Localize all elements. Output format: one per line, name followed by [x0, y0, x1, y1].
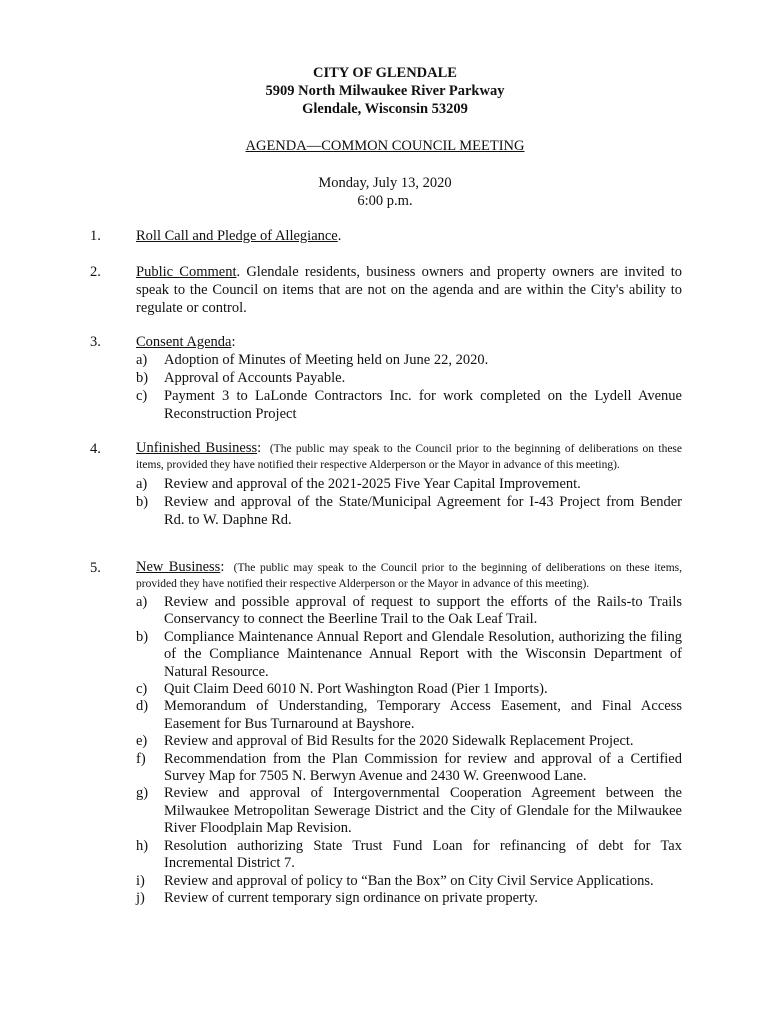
sub-item: e) Review and approval of Bid Results for the 2020 Sidewalk Replacement Project. — [136, 733, 634, 750]
city-state-zip: Glendale, Wisconsin 53209 — [302, 101, 468, 117]
public-note: (The public may speak to the Council prior to the beginning of deliberations on these items, provided they have notified their respective Alderperson or the Mayor in advance of this meeting). — [136, 443, 683, 471]
agenda-item-1 — [90, 227, 682, 245]
item-number: 3. — [90, 334, 101, 350]
meeting-datetime — [0, 174, 770, 210]
sub-item: b) Review and approval of the State/Municipal Agreement for I-43 Project from Bender Rd. to W. Daphne Rd. — [136, 494, 682, 528]
item-number: 5. — [90, 560, 101, 576]
sub-item: a) Review and approval of the 2021-2025 Five Year Capital Improvement. — [136, 476, 581, 492]
agenda-item-5: 5. New Business: (The public may speak to the Council prior to the beginning of deliberations on these items, provided they have notified their respective Alderperson or the Mayor in advance of this meeting). a) Review and possible approval of request to support the efforts of the Rails-to Trails Conservancy to connect the Beerline Trail to the Oak Leaf Trail. b) Compliance Maintenance Annual Report and Glendale Resolution, authorizing the filing of the Compliance Maintenance Annual Report with the Wisconsin Department of Natural Resource. c) Quit Claim Deed 6010 N. Port Washington Road (Pier 1 Imports). d) Memorandum of Understanding, Temporary Access Easement, and Final Access Easement for Bus Turnaround at Bayshore. e) Review and approval of Bid Results for the 2020 Sidewalk Replacement Project. f) Recommendation from the Plan Commission for review and approval of a Certified Survey Map for 7505 N. Berwyn Avenue and 2430 W. Greenwood Lane. g) Review and approval of Intergovernmental Cooperation Agreement between the Milwaukee Metropolitan Sewerage District and the City of Glendale for the Milwaukee River Floodplain Map Revision. h) Resolution authorizing State Trust Fund Loan for refinancing of debt for Tax Incremental District 7. i) Review and approval of policy to “Ban the Box” on City Civil Service Applications. j) Review of current temporary sign ordinance on private property. — [90, 559, 683, 906]
agenda-item-4: 4. Unfinished Business: (The public may speak to the Council prior to the beginning of deliberations on these items, provided they have notified their respective Alderperson or the Mayor in advance of this meeting). a) Review and approval of the 2021-2025 Five Year Capital Improvement. b) Review and approval of the State/Municipal Agreement for I-43 Project from Bender Rd. to W. Daphne Rd. — [90, 440, 683, 528]
sub-item: c) Payment 3 to LaLonde Contractors Inc. for work completed on the Lydell Avenue Reconstruction Project — [136, 388, 682, 422]
sub-item: f) Recommendation from the Plan Commission for review and approval of a Certified Survey Map for 7505 N. Berwyn Avenue and 2430 W. Greenwood Lane. — [136, 750, 682, 785]
sub-item: c) Quit Claim Deed 6010 N. Port Washington Road (Pier 1 Imports). — [136, 681, 548, 698]
item-number: 2. — [90, 264, 101, 280]
item-title: New Business — [136, 559, 221, 575]
sub-item: g) Review and approval of Intergovernmental Cooperation Agreement between the Milwaukee Metropolitan Sewerage District and the City of Glendale for the Milwaukee River Floodplain Map Revision. — [136, 785, 682, 837]
public-note: (The public may speak to the Council prior to the beginning of deliberations on these items, provided they have notified their respective Alderperson or the Mayor in advance of this meeting). — [136, 562, 683, 590]
sub-item: b) Approval of Accounts Payable. — [136, 370, 346, 386]
item-punct: : — [231, 334, 236, 350]
letterhead — [0, 64, 770, 118]
street-address: 5909 North Milwaukee River Parkway — [265, 83, 505, 99]
sub-item: j) Review of current temporary sign ordinance on private property. — [136, 889, 538, 906]
meeting-time: 6:00 p.m. — [357, 193, 413, 209]
agenda-item-3 — [90, 333, 682, 423]
city-name: CITY OF GLENDALE — [313, 65, 457, 81]
agenda-title: AGENDA—COMMON COUNCIL MEETING — [245, 138, 525, 154]
item-number: 4. — [90, 441, 101, 457]
sub-item: d) Memorandum of Understanding, Temporary Access Easement, and Final Access Easement for Bus Turnaround at Bayshore. — [136, 698, 682, 732]
item-number: 1. — [90, 228, 101, 244]
sub-item: a) Review and possible approval of request to support the efforts of the Rails-to Trails Conservancy to connect the Beerline Trail to the Oak Leaf Trail. — [136, 594, 682, 628]
meeting-date: Monday, July 13, 2020 — [318, 175, 452, 191]
sub-item: b) Compliance Maintenance Annual Report and Glendale Resolution, authorizing the filing of the Compliance Maintenance Annual Report with the Wisconsin Department of Natural Resource. — [136, 628, 682, 680]
agenda-item-2 — [90, 263, 682, 317]
item-title: Consent Agenda — [136, 334, 232, 350]
sub-item: a) Adoption of Minutes of Meeting held on June 22, 2020. — [136, 352, 489, 368]
item-title: Public Comment — [136, 264, 237, 280]
item-punct: . — [337, 228, 342, 244]
item-title: Roll Call and Pledge of Allegiance — [136, 228, 338, 244]
item-title: Unfinished Business — [136, 440, 258, 456]
sub-item: h) Resolution authorizing State Trust Fund Loan for refinancing of debt for Tax Incremental District 7. — [136, 837, 682, 872]
sub-item: i) Review and approval of policy to “Ban the Box” on City Civil Service Applications. — [136, 872, 654, 889]
item-text: . Glendale residents, business owners and property owners are invited to speak to the Council on items that are not on the agenda and are within the City's ability to regulate or control. — [136, 264, 682, 316]
